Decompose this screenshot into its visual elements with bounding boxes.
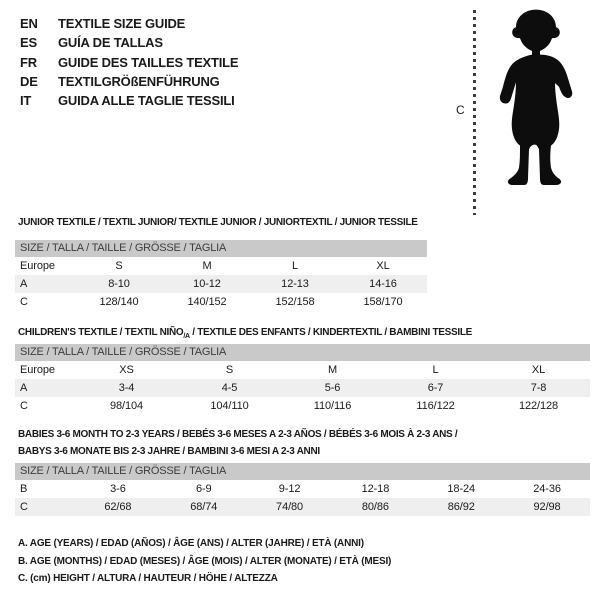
table-row [15,361,590,379]
row-label: B [20,483,28,495]
language-code: DE [20,73,38,89]
measure-legend [18,535,391,588]
table-cell: 74/80 [276,501,304,513]
table-cell: XS [119,364,134,376]
junior-size-table [15,240,427,311]
table-cell: 104/110 [210,400,249,412]
legend-line-a: A. AGE (YEARS) / EDAD (AÑOS) / ÂGE (ANS) / ALTER (JAHRE) / ETÀ (ANNI) [18,538,364,549]
table-cell: 8-10 [108,278,130,290]
table-row [15,379,590,397]
language-row-de [20,72,238,91]
row-label: C [20,296,28,308]
table-row [15,257,427,275]
language-code: EN [20,16,38,31]
table-cell: M [327,364,338,376]
table-row [15,397,590,415]
language-row-es [20,33,238,52]
table-cell: S [225,364,234,376]
table-body [15,361,590,415]
children-size-table [15,344,590,415]
table-body [15,257,427,311]
table-cell: 12-18 [361,483,390,495]
table-cell: M [202,260,212,272]
section-title-line2: BABYS 3-6 MONATE BIS 2-3 JAHRE / BAMBINI 3-6 MESI A 2-3 ANNI [18,446,320,457]
table-cell: 5-6 [324,382,341,394]
language-title: GUIDA ALLE TAGLIE TESSILI [58,93,235,109]
table-cell: S [115,260,123,272]
section-title-text: / TEXTILE DES ENFANTS / KINDERTEXTIL / BAMBINI TESSILE [189,327,473,338]
section-title-babies [18,426,457,460]
table-cell: 3-6 [110,483,126,495]
language-title: GUÍA DE TALLAS [58,35,163,51]
table-cell: 158/170 [363,296,403,308]
table-cell: 6-9 [195,483,212,495]
table-cell: XL [376,260,390,272]
size-header-bar: SIZE / TALLA / TAILLE / GRÖSSE / TAGLIA [15,463,590,480]
row-label: Europe [20,364,55,376]
table-cell: 18-24 [447,483,476,495]
section-title-text: JUNIOR TEXTILE / TEXTIL JUNIOR/ TEXTILE JUNIOR / JUNIORTEXTIL / JUNIOR TESSILE [18,217,418,228]
table-cell: 128/140 [99,296,139,308]
language-title: TEXTILGRÖßENFÜHRUNG [58,73,220,89]
language-code: IT [20,93,32,109]
language-row-fr [20,53,238,72]
table-cell: 86/92 [447,501,475,513]
section-title-subscript: /A [183,333,190,340]
table-cell: 24-36 [533,483,561,495]
language-title: GUIDE DES TAILLES TEXTILE [58,54,239,70]
table-cell: 80/86 [361,501,389,513]
section-title-line1: BABIES 3-6 MONTH TO 2-3 YEARS / BEBÉS 3-6 MESES A 2-3 AÑOS / BÉBÉS 3-6 MOIS À 2-3 ANS / [18,429,458,440]
table-row [15,498,590,516]
table-row [15,293,427,311]
table-cell: 152/158 [275,296,315,308]
table-row [15,275,427,293]
height-measure-label: C [456,103,465,117]
language-row-en [20,14,238,33]
table-cell: 7-8 [530,382,547,394]
table-cell: 4-5 [221,382,238,394]
language-title-block [20,14,238,110]
legend-line-c: C. (cm) HEIGHT / ALTURA / HAUTEUR / HÖHE / ALTEZZA [18,573,278,584]
table-cell: 14-16 [369,278,397,290]
table-cell: 122/128 [518,400,559,412]
table-cell: 68/74 [190,501,218,513]
size-header-bar: SIZE / TALLA / TAILLE / GRÖSSE / TAGLIA [15,240,427,257]
language-row-it [20,91,238,110]
table-cell: 12-13 [281,278,309,290]
table-cell: 116/122 [416,400,455,412]
table-cell: XL [531,364,546,376]
row-label: Europe [20,260,55,272]
height-dotted-line [473,10,476,215]
table-cell: 9-12 [278,483,301,495]
size-header-bar: SIZE / TALLA / TAILLE / GRÖSSE / TAGLIA [15,344,590,361]
row-label: A [20,382,28,394]
language-title: TEXTILE SIZE GUIDE [58,16,186,31]
language-code: FR [20,54,37,70]
table-row [15,480,590,498]
table-cell: 140/152 [187,296,227,308]
row-label: C [20,501,28,513]
language-code: ES [20,35,37,51]
table-cell: L [291,260,299,272]
table-body [15,480,590,516]
table-cell: 62/68 [104,501,132,513]
table-cell: 98/104 [109,400,144,412]
table-cell: 110/116 [313,400,352,412]
section-title-junior [18,214,418,231]
row-label: C [20,400,28,412]
babies-size-table [15,463,590,516]
table-cell: 3-4 [118,382,135,394]
section-title-text: CHILDREN'S TEXTILE / TEXTIL NIÑO [18,327,184,338]
height-measure-figure [450,0,600,230]
table-cell: 10-12 [193,278,221,290]
table-cell: L [432,364,439,376]
table-cell: 6-7 [427,382,444,394]
baby-silhouette-icon [480,6,592,208]
legend-line-b: B. AGE (MONTHS) / EDAD (MESES) / ÂGE (MOIS) / ALTER (MONATE) / ETÀ (MESI) [18,555,392,567]
row-label: A [20,278,28,290]
table-cell: 92/98 [533,501,561,513]
section-title-children [18,324,472,345]
